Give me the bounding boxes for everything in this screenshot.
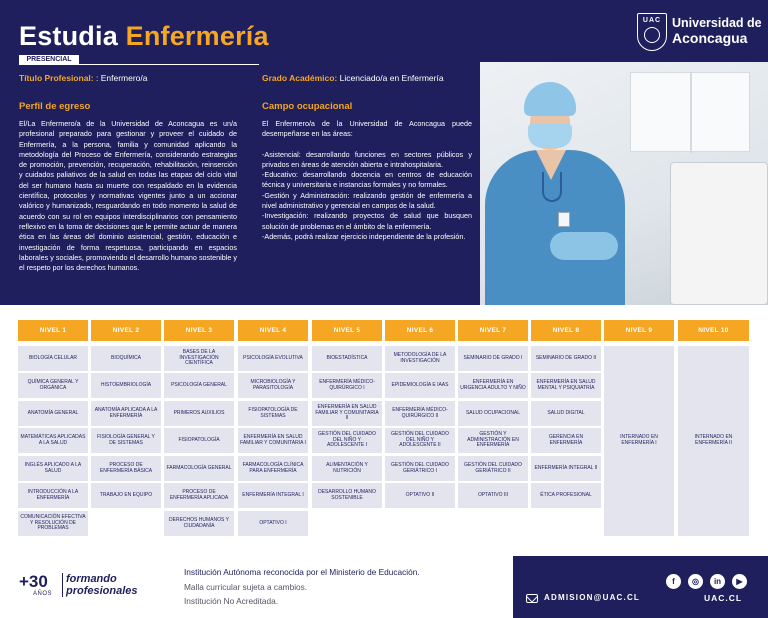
instagram-icon[interactable]: ◎ (688, 574, 703, 589)
title-main: Estudia (19, 21, 126, 51)
course-cell: INTRODUCCIÓN A LA ENFERMERÍA (18, 483, 88, 508)
course-cell: GESTIÓN DEL CUIDADO DEL NIÑO Y ADOLESCENTE I (312, 428, 382, 453)
course-cell: GERENCIA EN ENFERMERÍA (531, 428, 601, 453)
footer-contact-panel (513, 556, 768, 618)
field-item-investigacion: -Investigación: realizando proyectos de salud que busquen solución de problemas en el ámbito de la enfermería. (262, 211, 472, 231)
tagline-line-2: profesionales (66, 585, 138, 597)
tagline-divider (62, 573, 63, 597)
course-cell: ANATOMÍA GENERAL (18, 401, 88, 426)
level-header: NIVEL 2 (91, 320, 161, 341)
course-cell: INTERNADO EN ENFERMERÍA I (604, 346, 674, 536)
accreditation-status-note: Institución No Acreditada. (184, 596, 279, 606)
header-panel (0, 0, 768, 305)
course-cell: BIOQUÍMICA (91, 346, 161, 371)
course-cell: SEMINARIO DE GRADO II (531, 346, 601, 371)
academic-degree (262, 73, 444, 83)
professional-title-value: : Enfermero/a (93, 73, 148, 83)
course-cell: FISIOLOGÍA GENERAL Y DE SISTEMAS (91, 428, 161, 453)
profile-text: El/La Enfermero/a de la Universidad de Aconcagua es un/a profesional preparado para gestionar y proveer el cuidado de Enfermería, a la persona, familia y comunidad aplicando la metodología del Proceso de Enfermería, considerando estrategias de promoción, prevención, recuperación, rehabilitación, reinserción y cuidados paliativos de la salud en todas las etapas del ciclo vital del ser humano hasta su muerte con respaldado en la evidencia científica, protocolos y normativas vigentes junto a un accionar valórico y humanizado, resguardando en todo momento la salud de acuerdo con su rol en equipos interdisciplinarios con pensamiento reflexivo en la toma de decisiones que le permite actuar de manera ética en las áreas del dominio asistencial, gestión, educación e investigación de forma respetuosa, participando en espacios laborales y sociales, promoviendo el desarrollo humano sostenible y el respeto por los derechos humanos. (19, 119, 237, 273)
tagline-line-1: formando (66, 573, 117, 585)
professional-title-label: Título Profesional: (19, 73, 94, 83)
mode-badge: PRESENCIAL (19, 55, 79, 65)
professional-title (19, 73, 147, 83)
course-cell: ENFERMERÍA EN SALUD MENTAL Y PSIQUIATRÍA (531, 373, 601, 398)
level-header: NIVEL 9 (604, 320, 674, 341)
field-intro: El Enfermero/a de la Universidad de Aconcagua puede desempeñarse en las áreas: (262, 119, 472, 139)
course-cell: PROCESO DE ENFERMERÍA APLICADA (164, 483, 234, 508)
course-cell: COMUNICACIÓN EFECTIVA Y RESOLUCIÓN DE PROBLEMAS (18, 511, 88, 536)
course-cell: EPIDEMIOLOGÍA E IAAS (385, 373, 455, 398)
course-cell: SALUD OCUPACIONAL (458, 401, 528, 426)
accreditation-note: Institución Autónoma reconocida por el Ministerio de Educación. (184, 567, 420, 577)
field-item-independiente: -Además, podrá realizar ejercicio independiente de la profesión. (262, 231, 466, 241)
field-heading: Campo ocupacional (262, 101, 353, 112)
field-item-educativo: -Educativo: desarrollando docencia en centros de educación técnica y universitaria e instancias formales y no formales. (262, 170, 472, 190)
course-cell: FARMACOLOGÍA CLÍNICA PARA ENFERMERÍA (238, 456, 308, 481)
course-cell: DESARROLLO HUMANO SOSTENIBLE (312, 483, 382, 508)
title-accent: Enfermería (125, 21, 269, 51)
course-cell: ENFERMERÍA EN SALUD FAMILIAR Y COMUNITARIA II (312, 401, 382, 426)
website-link[interactable]: UAC.CL (704, 593, 743, 603)
course-cell: GESTIÓN DEL CUIDADO GERIÁTRICO II (458, 456, 528, 481)
course-cell: ALIMENTACIÓN Y NUTRICIÓN (312, 456, 382, 481)
mail-icon (526, 594, 538, 603)
youtube-icon[interactable]: ▶ (732, 574, 747, 589)
seal-icon (637, 13, 667, 51)
course-cell: GESTIÓN DEL CUIDADO GERIÁTRICO I (385, 456, 455, 481)
mode-divider (79, 64, 259, 65)
course-cell: BIOESTADÍSTICA (312, 346, 382, 371)
course-cell: TRABAJO EN EQUIPO (91, 483, 161, 508)
course-cell: GESTIÓN DEL CUIDADO DEL NIÑO Y ADOLESCENTE II (385, 428, 455, 453)
curriculum-grid (18, 320, 749, 538)
university-logo[interactable] (637, 13, 762, 55)
course-cell: MICROBIOLOGÍA Y PARASITOLOGÍA (238, 373, 308, 398)
course-cell: SALUD DIGITAL (531, 401, 601, 426)
course-cell: HISTOEMBRIOLOGÍA (91, 373, 161, 398)
course-cell: ENFERMERÍA MÉDICO-QUIRÚRGICO II (385, 401, 455, 426)
course-cell: ENFERMERÍA EN URGENCIA ADULTO Y NIÑO (458, 373, 528, 398)
level-header: NIVEL 7 (458, 320, 528, 341)
level-header: NIVEL 6 (385, 320, 455, 341)
seal-abbr: UAC (642, 17, 662, 24)
nurse-photo (480, 62, 768, 305)
field-item-asistencial: -Asistencial: desarrollando funciones en sectores públicos y privados en áreas de atención abierta e intrahospitalaria. (262, 149, 472, 169)
course-cell: METODOLOGÍA DE LA INVESTIGACIÓN (385, 346, 455, 371)
level-header: NIVEL 5 (312, 320, 382, 341)
academic-degree-value: Licenciado/a en Enfermería (337, 73, 444, 83)
course-cell: SEMINARIO DE GRADO I (458, 346, 528, 371)
course-cell: ENFERMERÍA INTEGRAL I (238, 483, 308, 508)
years-number: +30 (19, 572, 48, 591)
level-header: NIVEL 4 (238, 320, 308, 341)
level-header: NIVEL 8 (531, 320, 601, 341)
facebook-icon[interactable]: f (666, 574, 681, 589)
academic-degree-label: Grado Académico: (262, 73, 338, 83)
course-cell: PSICOLOGÍA GENERAL (164, 373, 234, 398)
years-word: AÑOS (33, 591, 53, 597)
course-cell: ÉTICA PROFESIONAL (531, 483, 601, 508)
course-cell: BIOLOGÍA CELULAR (18, 346, 88, 371)
course-cell: ANATOMÍA APLICADA A LA ENFERMERÍA (91, 401, 161, 426)
course-cell: OPTATIVO II (385, 483, 455, 508)
course-cell: MATEMÁTICAS APLICADAS A LA SALUD (18, 428, 88, 453)
field-text (262, 119, 472, 242)
course-cell: ENFERMERÍA EN SALUD FAMILIAR Y COMUNITARIA I (238, 428, 308, 453)
course-cell: DERECHOS HUMANOS Y CIUDADANÍA (164, 511, 234, 536)
course-cell: FISIOPATOLOGÍA DE SISTEMAS (238, 401, 308, 426)
admission-email[interactable]: ADMISION@UAC.CL (544, 593, 641, 602)
course-cell: GESTIÓN Y ADMINISTRACIÓN EN ENFERMERÍA (458, 428, 528, 453)
course-cell: PROCESO DE ENFERMERÍA BÁSICA (91, 456, 161, 481)
course-cell: ENFERMERÍA INTEGRAL II (531, 456, 601, 481)
logo-line-1: Universidad de (672, 16, 762, 30)
linkedin-icon[interactable]: in (710, 574, 725, 589)
course-cell: ENFERMERÍA MÉDICO-QUIRÚRGICO I (312, 373, 382, 398)
level-header: NIVEL 10 (678, 320, 749, 341)
course-cell: BASES DE LA INVESTIGACIÓN CIENTÍFICA (164, 346, 234, 371)
course-cell: FARMACOLOGÍA GENERAL (164, 456, 234, 481)
field-item-gestion: -Gestión y Administración: realizando gestión de enfermería a nivel administrativo y gerencial en campos de la salud. (262, 190, 472, 211)
course-cell: INGLÉS APLICADO A LA SALUD (18, 456, 88, 481)
profile-heading: Perfil de egreso (19, 101, 91, 112)
course-cell: OPTATIVO III (458, 483, 528, 508)
level-header: NIVEL 1 (18, 320, 88, 341)
curriculum-note: Malla curricular sujeta a cambios. (184, 582, 308, 592)
course-cell: OPTATIVO I (238, 511, 308, 536)
logo-line-2: Aconcagua (672, 30, 748, 46)
page-title (19, 21, 269, 52)
course-cell: FISIOPATOLOGÍA (164, 428, 234, 453)
course-cell: QUÍMICA GENERAL Y ORGÁNICA (18, 373, 88, 398)
level-header: NIVEL 3 (164, 320, 234, 341)
course-cell: PSICOLOGÍA EVOLUTIVA (238, 346, 308, 371)
course-cell: INTERNADO EN ENFERMERÍA II (678, 346, 749, 536)
course-cell: PRIMEROS AUXILIOS (164, 401, 234, 426)
